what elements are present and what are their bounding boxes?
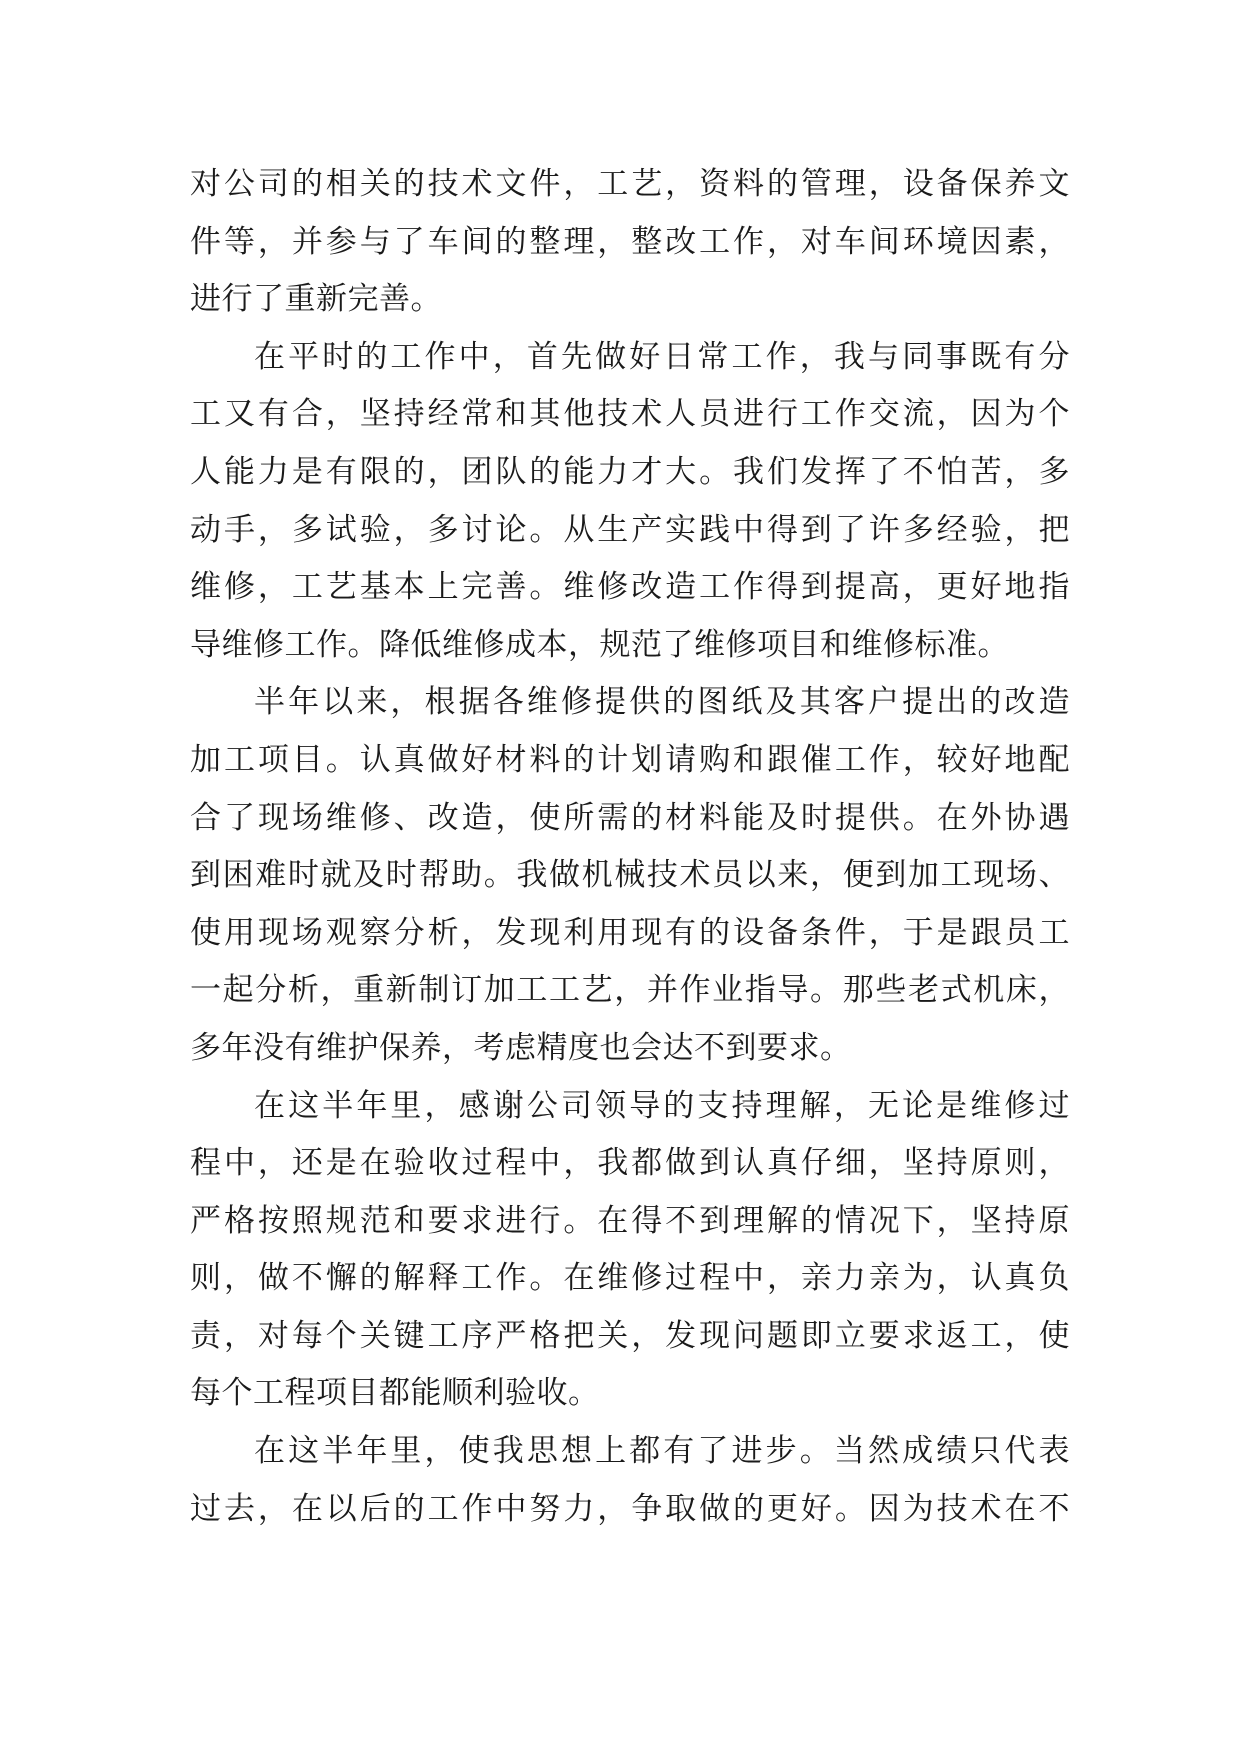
paragraph-first-line: 在这半年里，使我思想上都有了进步。当然成绩只代表 (254, 1433, 1070, 1470)
text-line: 导维修工作。降低维修成本，规范了维修项目和维修标准。 (190, 626, 1009, 663)
text-line: 多年没有维护保养，考虑精度也会达不到要求。 (190, 1029, 852, 1066)
text-line: 到困难时就及时帮助。我做机械技术员以来，便到加工现场、 (190, 857, 1070, 894)
text-line: 工又有合，坚持经常和其他技术人员进行工作交流，因为个 (190, 396, 1070, 433)
text-line: 使用现场观察分析，发现利用现有的设备条件，于是跟员工 (190, 914, 1070, 951)
text-line: 程中，还是在验收过程中，我都做到认真仔细，坚持原则， (190, 1145, 1070, 1182)
text-line: 合了现场维修、改造，使所需的材料能及时提供。在外协遇 (190, 799, 1070, 836)
text-line: 对公司的相关的技术文件，工艺，资料的管理，设备保养文 (190, 166, 1070, 202)
paragraph-first-line: 在这半年里，感谢公司领导的支持理解，无论是维修过 (254, 1087, 1070, 1124)
text-line: 一起分析，重新制订加工工艺，并作业指导。那些老式机床， (190, 972, 1070, 1009)
text-line: 每个工程项目都能顺利验收。 (190, 1375, 600, 1412)
text-line: 进行了重新完善。 (190, 281, 442, 318)
text-line: 责，对每个关键工序严格把关，发现问题即立要求返工，使 (190, 1317, 1070, 1354)
text-line: 维修，工艺基本上完善。维修改造工作得到提高，更好地指 (190, 569, 1070, 606)
text-line: 动手，多试验，多讨论。从生产实践中得到了许多经验，把 (190, 511, 1070, 548)
text-line: 严格按照规范和要求进行。在得不到理解的情况下，坚持原 (190, 1202, 1070, 1239)
text-line: 人能力是有限的，团队的能力才大。我们发挥了不怕苦，多 (190, 453, 1070, 490)
paragraph-first-line: 在平时的工作中，首先做好日常工作，我与同事既有分 (254, 338, 1070, 375)
text-line: 件等，并参与了车间的整理，整改工作，对车间环境因素， (190, 223, 1070, 260)
text-line: 则，做不懈的解释工作。在维修过程中，亲力亲为，认真负 (190, 1260, 1070, 1297)
text-line: 加工项目。认真做好材料的计划请购和跟催工作，较好地配 (190, 741, 1070, 778)
text-line: 过去，在以后的工作中努力，争取做的更好。因为技术在不 (190, 1490, 1070, 1527)
paragraph-first-line: 半年以来，根据各维修提供的图纸及其客户提出的改造 (254, 684, 1070, 721)
document-body (190, 156, 1070, 1538)
